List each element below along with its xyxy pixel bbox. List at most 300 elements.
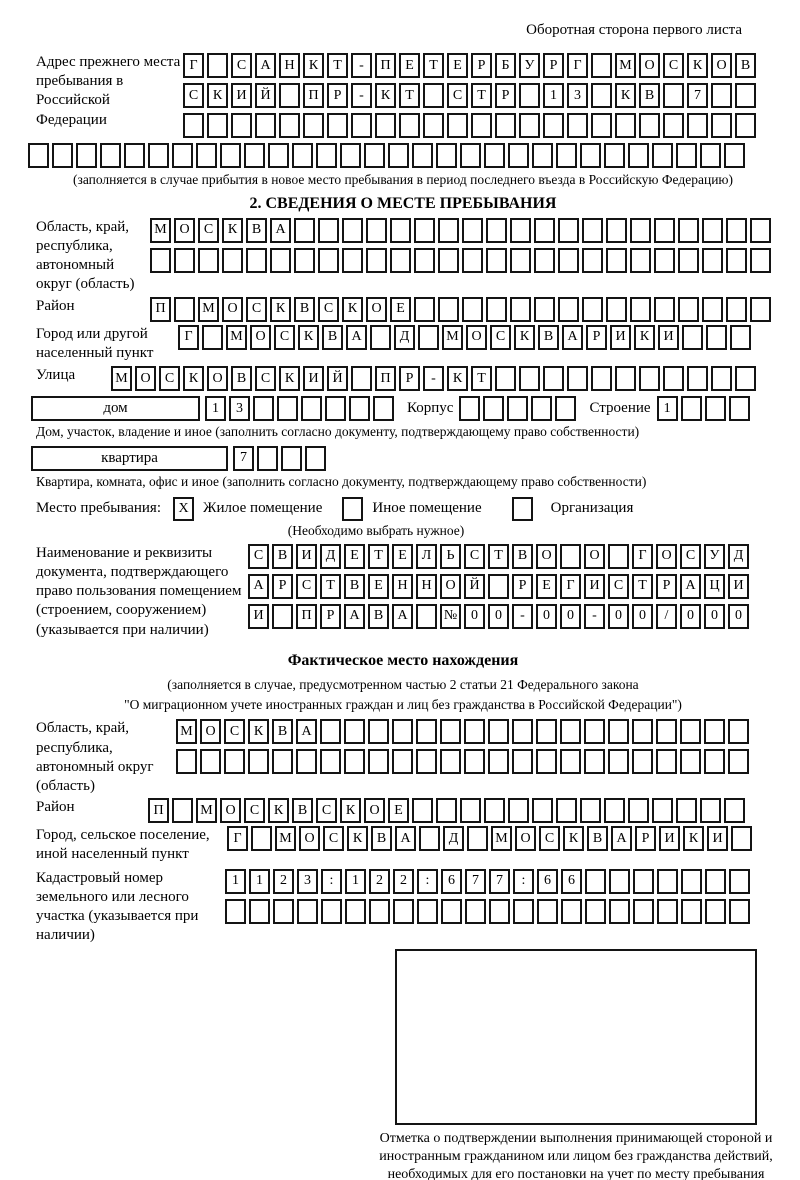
char-cell[interactable] [246, 248, 267, 273]
char-cell[interactable]: Г [183, 53, 204, 78]
char-cell[interactable] [340, 143, 361, 168]
char-cell[interactable]: И [248, 604, 269, 629]
char-cell[interactable] [591, 113, 612, 138]
char-cell[interactable]: К [347, 826, 368, 851]
char-cell[interactable]: А [344, 604, 365, 629]
char-cell[interactable] [28, 143, 49, 168]
char-cell[interactable] [124, 143, 145, 168]
char-cell[interactable] [681, 396, 702, 421]
char-cell[interactable] [174, 297, 195, 322]
char-cell[interactable]: А [255, 53, 276, 78]
char-cell[interactable] [534, 218, 555, 243]
region-row-1[interactable] [150, 218, 774, 243]
char-cell[interactable] [253, 396, 274, 421]
char-cell[interactable] [633, 869, 654, 894]
char-cell[interactable]: А [346, 325, 367, 350]
char-cell[interactable]: И [728, 574, 749, 599]
char-cell[interactable]: 0 [608, 604, 629, 629]
char-cell[interactable]: В [735, 53, 756, 78]
char-cell[interactable]: Д [320, 544, 341, 569]
char-cell[interactable]: О [711, 53, 732, 78]
char-cell[interactable] [519, 113, 540, 138]
char-cell[interactable]: П [296, 604, 317, 629]
char-cell[interactable] [558, 248, 579, 273]
char-cell[interactable]: К [183, 366, 204, 391]
char-cell[interactable] [513, 899, 534, 924]
char-cell[interactable]: А [392, 604, 413, 629]
char-cell[interactable] [512, 749, 533, 774]
char-cell[interactable] [534, 248, 555, 273]
char-cell[interactable]: И [231, 83, 252, 108]
char-cell[interactable]: М [198, 297, 219, 322]
char-cell[interactable]: К [248, 719, 269, 744]
char-cell[interactable]: 6 [561, 869, 582, 894]
char-cell[interactable]: Д [728, 544, 749, 569]
char-cell[interactable] [318, 218, 339, 243]
char-cell[interactable] [728, 749, 749, 774]
char-cell[interactable] [488, 574, 509, 599]
char-cell[interactable] [301, 396, 322, 421]
char-cell[interactable] [495, 366, 516, 391]
char-cell[interactable]: Г [632, 544, 653, 569]
char-cell[interactable]: Р [399, 366, 420, 391]
char-cell[interactable]: С [318, 297, 339, 322]
street-row[interactable] [111, 366, 759, 391]
char-cell[interactable]: С [255, 366, 276, 391]
char-cell[interactable]: О [656, 544, 677, 569]
char-cell[interactable] [580, 798, 601, 823]
char-cell[interactable] [459, 396, 480, 421]
char-cell[interactable] [416, 749, 437, 774]
char-cell[interactable]: - [351, 83, 372, 108]
char-cell[interactable] [423, 113, 444, 138]
char-cell[interactable] [270, 248, 291, 273]
char-cell[interactable] [750, 248, 771, 273]
char-cell[interactable]: К [342, 297, 363, 322]
document-row-3[interactable] [248, 604, 752, 629]
char-cell[interactable]: Н [392, 574, 413, 599]
char-cell[interactable] [207, 113, 228, 138]
char-cell[interactable]: Н [279, 53, 300, 78]
char-cell[interactable] [558, 297, 579, 322]
char-cell[interactable] [281, 446, 302, 471]
char-cell[interactable]: Р [272, 574, 293, 599]
char-cell[interactable] [321, 899, 342, 924]
char-cell[interactable]: Т [471, 366, 492, 391]
char-cell[interactable]: Е [390, 297, 411, 322]
char-cell[interactable]: И [296, 544, 317, 569]
char-cell[interactable] [100, 143, 121, 168]
char-cell[interactable]: 1 [205, 396, 226, 421]
fact-district-row[interactable] [148, 798, 748, 823]
char-cell[interactable] [556, 798, 577, 823]
char-cell[interactable] [220, 143, 241, 168]
char-cell[interactable]: С [246, 297, 267, 322]
char-cell[interactable]: 0 [704, 604, 725, 629]
char-cell[interactable]: С [231, 53, 252, 78]
char-cell[interactable]: В [587, 826, 608, 851]
char-cell[interactable] [606, 297, 627, 322]
char-cell[interactable]: 3 [297, 869, 318, 894]
char-cell[interactable]: Р [320, 604, 341, 629]
char-cell[interactable]: С [464, 544, 485, 569]
char-cell[interactable] [585, 899, 606, 924]
char-cell[interactable] [604, 143, 625, 168]
char-cell[interactable] [351, 113, 372, 138]
char-cell[interactable]: У [704, 544, 725, 569]
char-cell[interactable] [704, 719, 725, 744]
char-cell[interactable]: : [417, 869, 438, 894]
char-cell[interactable] [462, 218, 483, 243]
char-cell[interactable]: Т [368, 544, 389, 569]
char-cell[interactable]: В [538, 325, 559, 350]
char-cell[interactable]: Ц [704, 574, 725, 599]
char-cell[interactable] [556, 143, 577, 168]
char-cell[interactable] [438, 218, 459, 243]
char-cell[interactable]: С [447, 83, 468, 108]
char-cell[interactable] [567, 366, 588, 391]
char-cell[interactable] [584, 719, 605, 744]
char-cell[interactable] [297, 899, 318, 924]
char-cell[interactable]: К [615, 83, 636, 108]
char-cell[interactable]: В [371, 826, 392, 851]
char-cell[interactable] [543, 113, 564, 138]
char-cell[interactable] [292, 143, 313, 168]
char-cell[interactable]: М [196, 798, 217, 823]
char-cell[interactable] [294, 248, 315, 273]
char-cell[interactable] [325, 396, 346, 421]
char-cell[interactable] [630, 218, 651, 243]
char-cell[interactable]: С [183, 83, 204, 108]
char-cell[interactable] [368, 749, 389, 774]
char-cell[interactable]: К [340, 798, 361, 823]
char-cell[interactable] [606, 248, 627, 273]
char-cell[interactable]: А [680, 574, 701, 599]
char-cell[interactable]: И [303, 366, 324, 391]
char-cell[interactable] [543, 366, 564, 391]
char-cell[interactable] [608, 544, 629, 569]
char-cell[interactable]: 7 [233, 446, 254, 471]
char-cell[interactable]: 7 [465, 869, 486, 894]
char-cell[interactable] [277, 396, 298, 421]
char-cell[interactable] [399, 113, 420, 138]
char-cell[interactable] [735, 366, 756, 391]
char-cell[interactable] [536, 719, 557, 744]
char-cell[interactable] [495, 113, 516, 138]
char-cell[interactable] [532, 143, 553, 168]
char-cell[interactable] [630, 248, 651, 273]
char-cell[interactable]: Т [471, 83, 492, 108]
char-cell[interactable] [488, 719, 509, 744]
char-cell[interactable]: К [222, 218, 243, 243]
char-cell[interactable] [393, 899, 414, 924]
region-row-2[interactable] [150, 248, 774, 273]
char-cell[interactable]: О [515, 826, 536, 851]
char-cell[interactable] [678, 248, 699, 273]
char-cell[interactable] [567, 113, 588, 138]
document-row-1[interactable] [248, 544, 752, 569]
char-cell[interactable] [423, 83, 444, 108]
char-cell[interactable]: А [296, 719, 317, 744]
char-cell[interactable] [272, 749, 293, 774]
char-cell[interactable]: Р [495, 83, 516, 108]
char-cell[interactable] [724, 798, 745, 823]
char-cell[interactable]: 0 [488, 604, 509, 629]
document-row-2[interactable] [248, 574, 752, 599]
char-cell[interactable] [305, 446, 326, 471]
char-cell[interactable] [663, 83, 684, 108]
char-cell[interactable] [438, 297, 459, 322]
char-cell[interactable] [555, 396, 576, 421]
char-cell[interactable] [414, 297, 435, 322]
char-cell[interactable] [272, 604, 293, 629]
char-cell[interactable]: И [707, 826, 728, 851]
char-cell[interactable] [632, 719, 653, 744]
char-cell[interactable]: Г [178, 325, 199, 350]
char-cell[interactable] [687, 113, 708, 138]
char-cell[interactable]: К [303, 53, 324, 78]
char-cell[interactable] [318, 248, 339, 273]
char-cell[interactable]: Ь [440, 544, 461, 569]
char-cell[interactable]: В [246, 218, 267, 243]
char-cell[interactable]: 1 [249, 869, 270, 894]
char-cell[interactable] [561, 899, 582, 924]
char-cell[interactable] [591, 83, 612, 108]
char-cell[interactable] [489, 899, 510, 924]
char-cell[interactable] [320, 719, 341, 744]
char-cell[interactable]: Н [416, 574, 437, 599]
char-cell[interactable] [510, 218, 531, 243]
char-cell[interactable]: О [366, 297, 387, 322]
char-cell[interactable]: И [584, 574, 605, 599]
char-cell[interactable]: 1 [543, 83, 564, 108]
char-cell[interactable]: О [639, 53, 660, 78]
char-cell[interactable] [342, 248, 363, 273]
char-cell[interactable] [225, 899, 246, 924]
char-cell[interactable]: 1 [225, 869, 246, 894]
char-cell[interactable]: О [536, 544, 557, 569]
char-cell[interactable] [604, 798, 625, 823]
char-cell[interactable] [639, 113, 660, 138]
char-cell[interactable] [582, 218, 603, 243]
char-cell[interactable] [531, 396, 552, 421]
char-cell[interactable]: - [584, 604, 605, 629]
char-cell[interactable]: К [514, 325, 535, 350]
char-cell[interactable]: Р [543, 53, 564, 78]
char-cell[interactable] [630, 297, 651, 322]
char-cell[interactable]: С [274, 325, 295, 350]
char-cell[interactable]: 1 [345, 869, 366, 894]
char-cell[interactable]: Т [423, 53, 444, 78]
char-cell[interactable]: С [663, 53, 684, 78]
char-cell[interactable] [390, 248, 411, 273]
char-cell[interactable]: С [680, 544, 701, 569]
char-cell[interactable]: В [231, 366, 252, 391]
char-cell[interactable] [483, 396, 504, 421]
char-cell[interactable]: Г [560, 574, 581, 599]
char-cell[interactable] [417, 899, 438, 924]
char-cell[interactable]: П [375, 53, 396, 78]
char-cell[interactable] [730, 325, 751, 350]
char-cell[interactable] [368, 719, 389, 744]
char-cell[interactable]: П [303, 83, 324, 108]
char-cell[interactable] [731, 826, 752, 851]
char-cell[interactable] [251, 826, 272, 851]
char-cell[interactable]: О [466, 325, 487, 350]
char-cell[interactable] [726, 297, 747, 322]
char-cell[interactable] [327, 113, 348, 138]
char-cell[interactable] [663, 366, 684, 391]
char-cell[interactable] [172, 143, 193, 168]
char-cell[interactable]: К [375, 83, 396, 108]
char-cell[interactable]: Й [255, 83, 276, 108]
char-cell[interactable] [172, 798, 193, 823]
char-cell[interactable] [467, 826, 488, 851]
char-cell[interactable]: А [248, 574, 269, 599]
char-cell[interactable]: М [615, 53, 636, 78]
char-cell[interactable]: К [683, 826, 704, 851]
char-cell[interactable] [536, 749, 557, 774]
char-cell[interactable]: В [322, 325, 343, 350]
char-cell[interactable] [441, 899, 462, 924]
char-cell[interactable]: Р [635, 826, 656, 851]
char-cell[interactable] [364, 143, 385, 168]
char-cell[interactable] [532, 798, 553, 823]
char-cell[interactable]: В [272, 544, 293, 569]
char-cell[interactable]: А [395, 826, 416, 851]
checkbox-organization[interactable] [512, 497, 533, 521]
char-cell[interactable] [702, 248, 723, 273]
char-cell[interactable]: Р [471, 53, 492, 78]
char-cell[interactable] [183, 113, 204, 138]
char-cell[interactable] [416, 604, 437, 629]
char-cell[interactable]: Й [464, 574, 485, 599]
char-cell[interactable] [486, 218, 507, 243]
fact-region-row-2[interactable] [176, 749, 752, 774]
char-cell[interactable]: А [270, 218, 291, 243]
apartment-cells[interactable] [233, 446, 329, 471]
korpus-cells[interactable] [459, 396, 579, 421]
char-cell[interactable]: Е [447, 53, 468, 78]
char-cell[interactable]: - [423, 366, 444, 391]
char-cell[interactable] [632, 749, 653, 774]
char-cell[interactable] [462, 248, 483, 273]
char-cell[interactable]: 2 [273, 869, 294, 894]
char-cell[interactable] [414, 248, 435, 273]
prev-address-row-2[interactable] [183, 83, 759, 108]
char-cell[interactable] [728, 719, 749, 744]
char-cell[interactable] [582, 297, 603, 322]
char-cell[interactable] [418, 325, 439, 350]
char-cell[interactable]: Е [344, 544, 365, 569]
char-cell[interactable] [584, 749, 605, 774]
char-cell[interactable] [369, 899, 390, 924]
prev-address-row-1[interactable] [183, 53, 759, 78]
city-row[interactable] [178, 325, 754, 350]
char-cell[interactable] [729, 869, 750, 894]
char-cell[interactable] [460, 798, 481, 823]
char-cell[interactable] [519, 83, 540, 108]
char-cell[interactable]: С [323, 826, 344, 851]
char-cell[interactable] [654, 297, 675, 322]
char-cell[interactable] [419, 826, 440, 851]
cadastre-row-2[interactable] [225, 899, 753, 924]
char-cell[interactable] [705, 396, 726, 421]
char-cell[interactable] [652, 798, 673, 823]
char-cell[interactable] [440, 719, 461, 744]
char-cell[interactable] [320, 749, 341, 774]
char-cell[interactable]: Е [368, 574, 389, 599]
prev-address-row-4[interactable] [28, 143, 770, 168]
char-cell[interactable]: П [150, 297, 171, 322]
char-cell[interactable] [680, 719, 701, 744]
char-cell[interactable]: № [440, 604, 461, 629]
char-cell[interactable]: Й [327, 366, 348, 391]
char-cell[interactable]: Р [586, 325, 607, 350]
char-cell[interactable]: Е [388, 798, 409, 823]
char-cell[interactable] [392, 719, 413, 744]
char-cell[interactable] [609, 869, 630, 894]
char-cell[interactable]: М [275, 826, 296, 851]
char-cell[interactable]: А [611, 826, 632, 851]
char-cell[interactable]: Е [536, 574, 557, 599]
char-cell[interactable]: 2 [393, 869, 414, 894]
char-cell[interactable] [414, 218, 435, 243]
char-cell[interactable]: 0 [464, 604, 485, 629]
char-cell[interactable]: - [512, 604, 533, 629]
char-cell[interactable] [628, 143, 649, 168]
char-cell[interactable]: Р [327, 83, 348, 108]
char-cell[interactable] [279, 113, 300, 138]
char-cell[interactable] [534, 297, 555, 322]
char-cell[interactable] [447, 113, 468, 138]
char-cell[interactable]: О [584, 544, 605, 569]
char-cell[interactable]: Д [394, 325, 415, 350]
char-cell[interactable] [609, 899, 630, 924]
char-cell[interactable] [464, 749, 485, 774]
char-cell[interactable] [654, 218, 675, 243]
char-cell[interactable] [244, 143, 265, 168]
char-cell[interactable]: О [220, 798, 241, 823]
char-cell[interactable] [76, 143, 97, 168]
prev-address-row-3[interactable] [183, 113, 759, 138]
char-cell[interactable] [464, 719, 485, 744]
char-cell[interactable] [296, 749, 317, 774]
char-cell[interactable]: 0 [728, 604, 749, 629]
char-cell[interactable]: 0 [680, 604, 701, 629]
char-cell[interactable] [438, 248, 459, 273]
char-cell[interactable]: О [250, 325, 271, 350]
char-cell[interactable] [657, 869, 678, 894]
char-cell[interactable]: А [562, 325, 583, 350]
char-cell[interactable]: 7 [687, 83, 708, 108]
char-cell[interactable]: К [563, 826, 584, 851]
char-cell[interactable] [706, 325, 727, 350]
char-cell[interactable] [682, 325, 703, 350]
char-cell[interactable] [375, 113, 396, 138]
char-cell[interactable] [436, 143, 457, 168]
char-cell[interactable] [512, 719, 533, 744]
char-cell[interactable] [680, 749, 701, 774]
char-cell[interactable] [560, 719, 581, 744]
char-cell[interactable]: К [687, 53, 708, 78]
char-cell[interactable] [582, 248, 603, 273]
char-cell[interactable] [735, 113, 756, 138]
char-cell[interactable] [633, 899, 654, 924]
char-cell[interactable]: / [656, 604, 677, 629]
char-cell[interactable] [436, 798, 457, 823]
char-cell[interactable]: В [512, 544, 533, 569]
